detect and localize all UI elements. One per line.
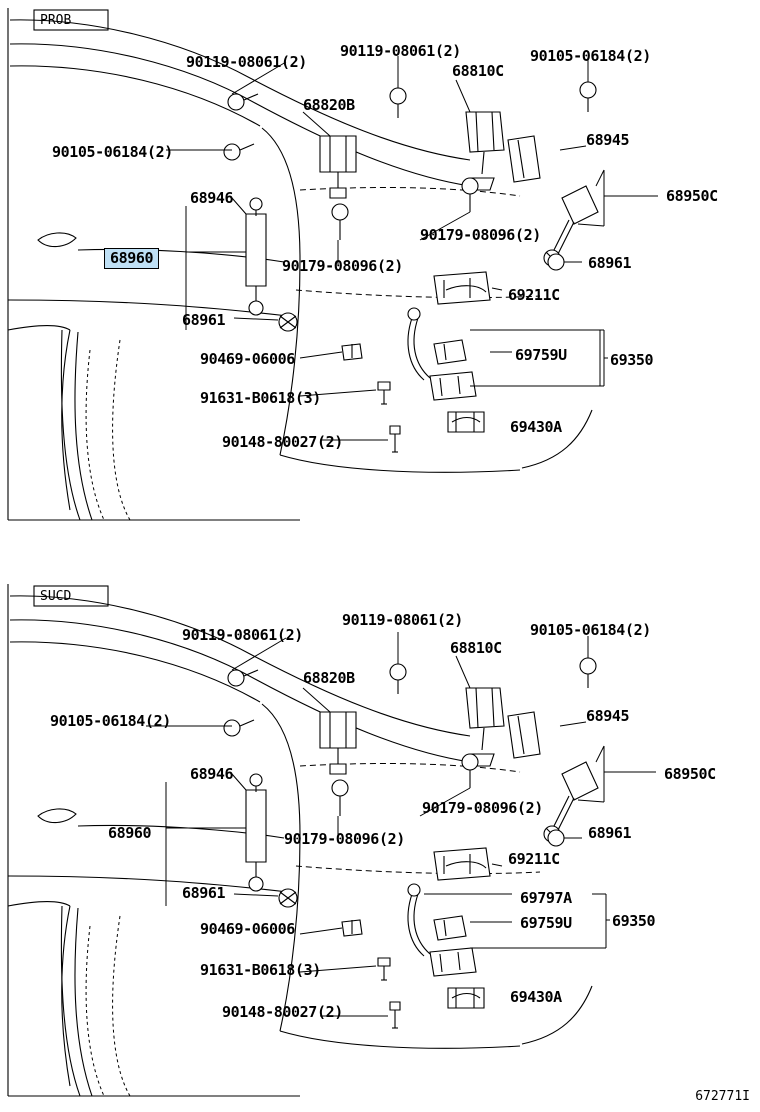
part-label: 68945 xyxy=(586,131,630,149)
part-label: 90179-08096(2) xyxy=(282,257,403,275)
part-label: 90119-08061(2) xyxy=(182,626,303,644)
part-label: 68960 xyxy=(108,824,152,842)
part-label: 68946 xyxy=(190,189,234,207)
part-label: 90105-06184(2) xyxy=(530,47,651,65)
part-label: 90148-80027(2) xyxy=(222,433,343,451)
part-label: 68946 xyxy=(190,765,234,783)
part-label: 68945 xyxy=(586,707,630,725)
part-label: 68950C xyxy=(664,765,716,783)
part-label: 68820B xyxy=(303,669,355,687)
part-label: 90105-06184(2) xyxy=(50,712,171,730)
diagram-footer-code: 672771I xyxy=(695,1089,750,1104)
part-label: 90148-80027(2) xyxy=(222,1003,343,1021)
selected-part-label-68960[interactable]: 68960 xyxy=(104,248,159,269)
part-label: 68810C xyxy=(450,639,502,657)
part-label: 90469-06006 xyxy=(200,920,295,938)
part-label: 90105-06184(2) xyxy=(52,143,173,161)
part-label: 90179-08096(2) xyxy=(422,799,543,817)
part-label: 68961 xyxy=(588,824,632,842)
panel-tag-sucd: SUCD xyxy=(40,589,72,604)
part-label: 91631-B0618(3) xyxy=(200,961,321,979)
part-label: 69759U xyxy=(515,346,567,364)
part-label: 90105-06184(2) xyxy=(530,621,651,639)
part-label: 90119-08061(2) xyxy=(186,53,307,71)
part-label: 91631-B0618(3) xyxy=(200,389,321,407)
part-label: 68961 xyxy=(182,311,226,329)
part-label: 68950C xyxy=(666,187,718,205)
part-label: 69430A xyxy=(510,988,562,1006)
part-label: 90119-08061(2) xyxy=(340,42,461,60)
part-label: 68820B xyxy=(303,96,355,114)
part-label: 90469-06006 xyxy=(200,350,295,368)
part-label: 69430A xyxy=(510,418,562,436)
part-label: 90119-08061(2) xyxy=(342,611,463,629)
part-label: 69350 xyxy=(610,351,654,369)
panel-tag-proB: PROB xyxy=(40,13,72,28)
part-label: 69211C xyxy=(508,286,560,304)
part-label: 69350 xyxy=(612,912,656,930)
part-label: 68810C xyxy=(452,62,504,80)
part-label: 90179-08096(2) xyxy=(420,226,541,244)
part-label: 68961 xyxy=(588,254,632,272)
part-label: 90179-08096(2) xyxy=(284,830,405,848)
part-label: 69797A xyxy=(520,889,572,907)
part-label: 69211C xyxy=(508,850,560,868)
part-label: 69759U xyxy=(520,914,572,932)
part-label: 68961 xyxy=(182,884,226,902)
